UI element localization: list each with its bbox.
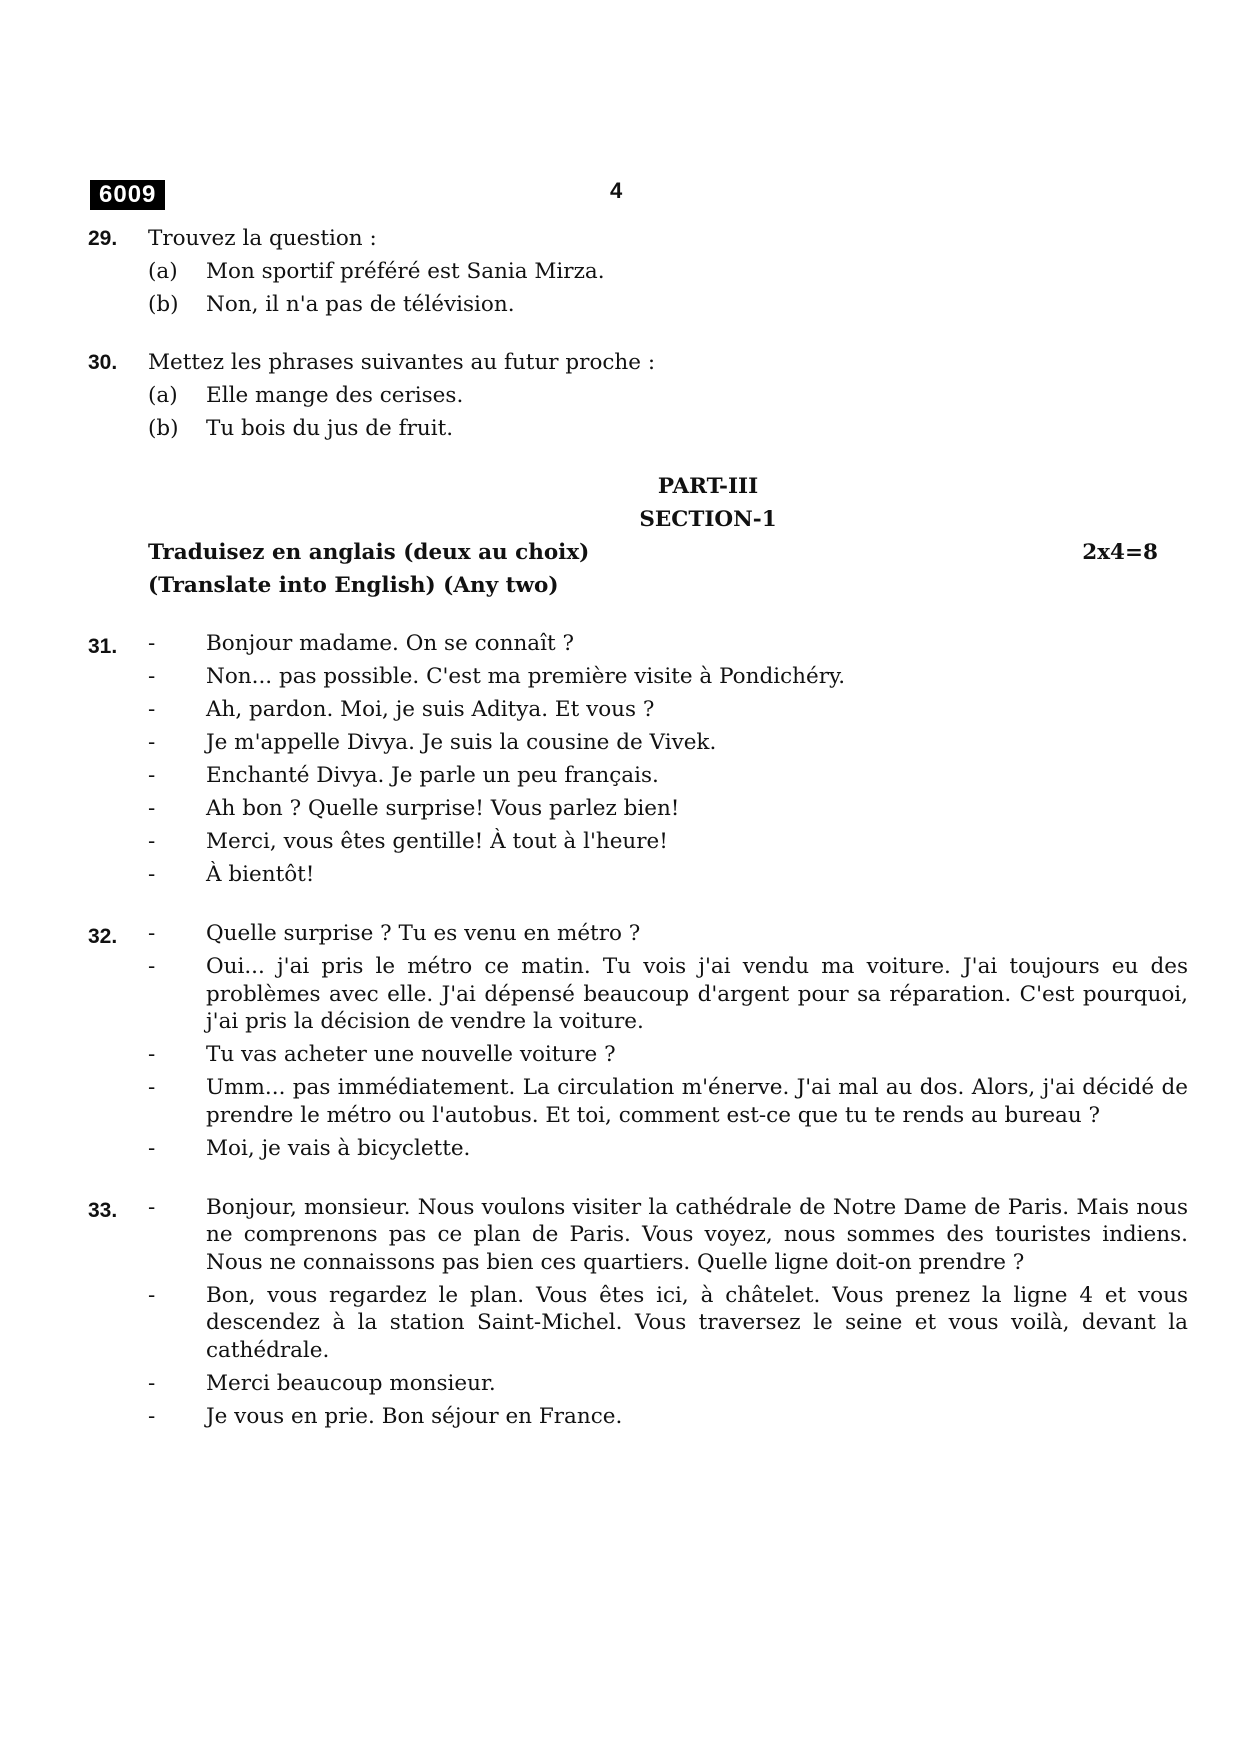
question-31	[88, 630, 1158, 889]
question-29	[88, 222, 1158, 321]
sub-question	[88, 379, 1158, 412]
dialogue-line: - Moi, je vais à bicyclette.	[148, 1135, 471, 1161]
dialogue-line: - Bonjour madame. On se connaît ?	[148, 631, 574, 656]
dialogue-line: - Bonjour, monsieur. Nous voulons visiter la cathédrale de Notre Dame de Paris. Mais nous ne comprenons pas ce plan de Paris. Vous voyez, nous sommes des touristes indiens. Nous ne connaissons pas bien ces quartiers. Quelle ligne doit-on prendre ?	[148, 1194, 1188, 1275]
instruction-french-text: Traduisez en anglais (deux au choix)	[148, 540, 590, 565]
dialogue-line: - Merci, vous êtes gentille! À tout à l'heure!	[148, 829, 668, 854]
dialogue-line: - Umm... pas immédiatement. La circulation m'énerve. J'ai mal au dos. Alors, j'ai décidé de prendre le métro ou l'autobus. Et toi, comment est-ce que tu te rends au bureau ?	[148, 1075, 1188, 1128]
sub-question-text: Elle mange des cerises.	[206, 383, 464, 408]
dialogue-line: - Merci beaucoup monsieur.	[148, 1370, 496, 1396]
dialogue-line: - Quelle surprise ? Tu es venu en métro ?	[148, 921, 641, 946]
dialogue-line: - Enchanté Divya. Je parle un peu français.	[148, 763, 659, 788]
sub-question	[88, 288, 1158, 321]
question-30	[88, 346, 1158, 445]
dialogue-line: - Non... pas possible. C'est ma première visite à Pondichéry.	[148, 664, 846, 689]
question-number: 32.	[88, 925, 118, 948]
part-title: PART-III	[657, 474, 759, 499]
dialogue-line: - Ah bon ? Quelle surprise! Vous parlez bien!	[148, 796, 680, 821]
question-number: 31.	[88, 635, 118, 658]
dialogue-line: - Je m'appelle Divya. Je suis la cousine de Vivek.	[148, 730, 717, 755]
paper-code-badge: 6009	[90, 180, 165, 210]
question-prompt: Mettez les phrases suivantes au futur proche :	[148, 350, 656, 375]
marks-allocation: 2x4=8	[1082, 540, 1158, 565]
question-number: 33.	[88, 1198, 118, 1222]
question-33	[88, 1194, 1188, 1431]
sub-question-label: (a)	[148, 383, 178, 408]
question-prompt: Trouvez la question :	[148, 226, 377, 251]
dialogue-line: - À bientôt!	[148, 862, 315, 887]
sub-question-label: (b)	[148, 292, 179, 317]
sub-question-label: (b)	[148, 416, 179, 441]
sub-question-text: Mon sportif préféré est Sania Mirza.	[206, 259, 605, 284]
instruction-english: (Translate into English) (Any two)	[148, 573, 559, 598]
dialogue-line: - Je vous en prie. Bon séjour en France.	[148, 1403, 623, 1429]
sub-question	[88, 255, 1158, 288]
dialogue-line: - Bon, vous regardez le plan. Vous êtes ici, à châtelet. Vous prenez la ligne 4 et vous descendez à la station Saint-Michel. Vous traversez le seine et vous voilà, devant la cathédrale.	[148, 1282, 1188, 1363]
instruction-french	[88, 536, 1158, 569]
dialogue-line: - Oui... j'ai pris le métro ce matin. Tu vois j'ai vendu ma voiture. J'ai toujours eu des problèmes avec elle. J'ai dépensé beaucoup d'argent pour sa réparation. C'est pourquoi, j'ai pris la décision de vendre la voiture.	[148, 954, 1188, 1034]
question-32	[88, 920, 1188, 1162]
dialogue-line: - Ah, pardon. Moi, je suis Aditya. Et vous ?	[148, 697, 655, 722]
dialogue-line: - Tu vas acheter une nouvelle voiture ?	[148, 1042, 616, 1067]
page-number: 4	[610, 178, 623, 203]
question-number: 29.	[88, 227, 118, 250]
sub-question-text: Non, il n'a pas de télévision.	[206, 292, 515, 317]
exam-content	[88, 222, 1188, 1436]
section-title: SECTION-1	[639, 507, 777, 532]
sub-question-label: (a)	[148, 259, 178, 284]
sub-question-text: Tu bois du jus de fruit.	[206, 416, 454, 441]
question-number: 30.	[88, 351, 118, 374]
sub-question	[88, 412, 1158, 445]
